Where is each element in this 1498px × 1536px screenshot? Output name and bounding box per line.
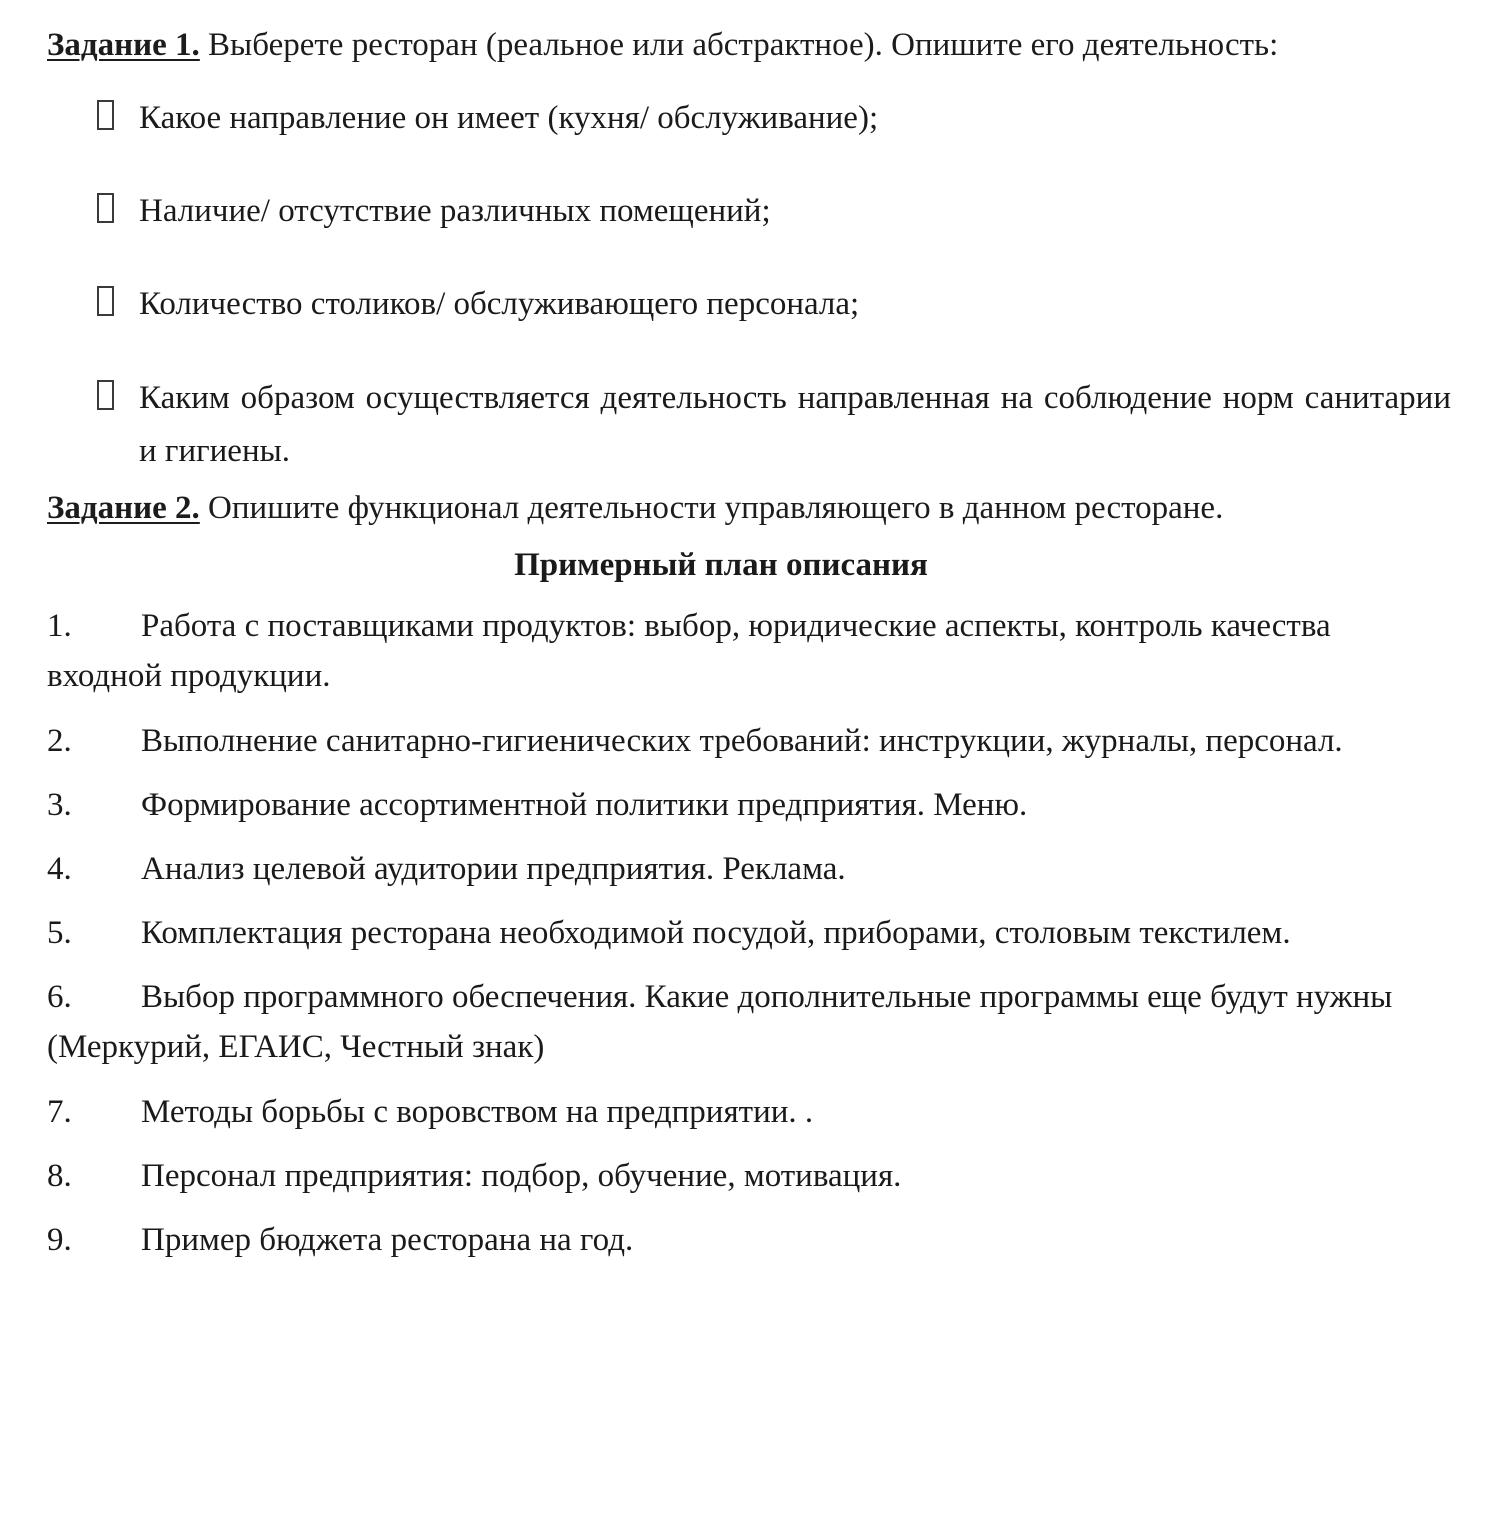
bullet-item-label: Какое направление он имеет (кухня/ обслуживание); [139, 99, 879, 136]
bullet-box-glyph-icon [97, 193, 114, 223]
numbered-item-label: Методы борьбы с воровством на предприятии. . [141, 1093, 814, 1130]
task-1-paragraph [47, 24, 1451, 68]
numbered-item-label: Анализ целевой аудитории предприятия. Реклама. [141, 850, 846, 887]
numbered-list-item [47, 972, 1451, 1072]
numbered-list-item [47, 908, 1451, 958]
numbered-list-item [47, 1151, 1451, 1201]
numbered-item-label: Формирование ассортиментной политики предприятия. Меню. [141, 786, 1028, 823]
numbered-list-item [47, 601, 1451, 701]
numbered-item-marker: 1. [47, 608, 72, 645]
numbered-list-item [47, 844, 1451, 894]
numbered-item-label: Выполнение санитарно-гигиенических требований: инструкции, журналы, персонал. [141, 722, 1343, 759]
numbered-item-marker: 8. [47, 1157, 72, 1194]
numbered-item-label: Работа с поставщиками продуктов: выбор, юридические аспекты, контроль качества входной продукции. [47, 608, 1331, 695]
task-2-label: Задание 2. [47, 489, 200, 526]
document-body [47, 24, 1451, 1279]
bullet-item-label: Наличие/ отсутствие различных помещений; [139, 193, 771, 229]
numbered-list-item [47, 1087, 1451, 1137]
numbered-item-marker: 2. [47, 722, 72, 759]
bullet-list-item [47, 185, 1451, 238]
numbered-item-marker: 9. [47, 1221, 72, 1258]
numbered-item-marker: 6. [47, 979, 72, 1016]
bullet-item-label: Количество столиков/ обслуживающего персонала; [139, 286, 860, 323]
task-1-text: Выберете ресторан (реальное или абстрактное). Опишите его деятельность: [199, 27, 1279, 63]
numbered-item-label: Пример бюджета ресторана на год. [141, 1221, 634, 1258]
task-2-text: Опишите функционал деятельности управляющего в данном ресторане. [199, 489, 1224, 526]
plan-heading: Примерный план описания [514, 547, 928, 584]
bullet-list-item [47, 372, 1451, 479]
bullet-list-item [47, 92, 1451, 145]
numbered-list-item [47, 716, 1451, 766]
plan-numbered-list [47, 601, 1451, 1265]
bullet-box-glyph-icon [97, 100, 114, 130]
numbered-item-marker: 4. [47, 850, 72, 887]
bullet-list-item [47, 278, 1451, 331]
bullet-box-glyph-icon [97, 286, 114, 316]
task-1-label: Задание 1. [47, 27, 200, 63]
numbered-item-marker: 3. [47, 786, 72, 823]
task-1-bullet-list [47, 92, 1451, 479]
numbered-item-label: Выбор программного обеспечения. Какие дополнительные программы еще будут нужны (Меркурий, ЕГАИС, Честный знак) [47, 979, 1393, 1066]
numbered-item-label: Комплектация ресторана необходимой посудой, приборами, столовым текстилем. [141, 915, 1291, 952]
bullet-item-label: Каким образом осуществляется деятельность направленная на соблюдение норм санитарии и гигиены. [139, 379, 1451, 470]
task-2-paragraph [47, 487, 1451, 531]
numbered-item-marker: 5. [47, 915, 72, 952]
numbered-list-item [47, 780, 1451, 830]
numbered-item-marker: 7. [47, 1093, 72, 1130]
numbered-item-label: Персонал предприятия: подбор, обучение, мотивация. [141, 1157, 902, 1194]
numbered-list-item [47, 1215, 1451, 1265]
bullet-box-glyph-icon [97, 380, 114, 410]
